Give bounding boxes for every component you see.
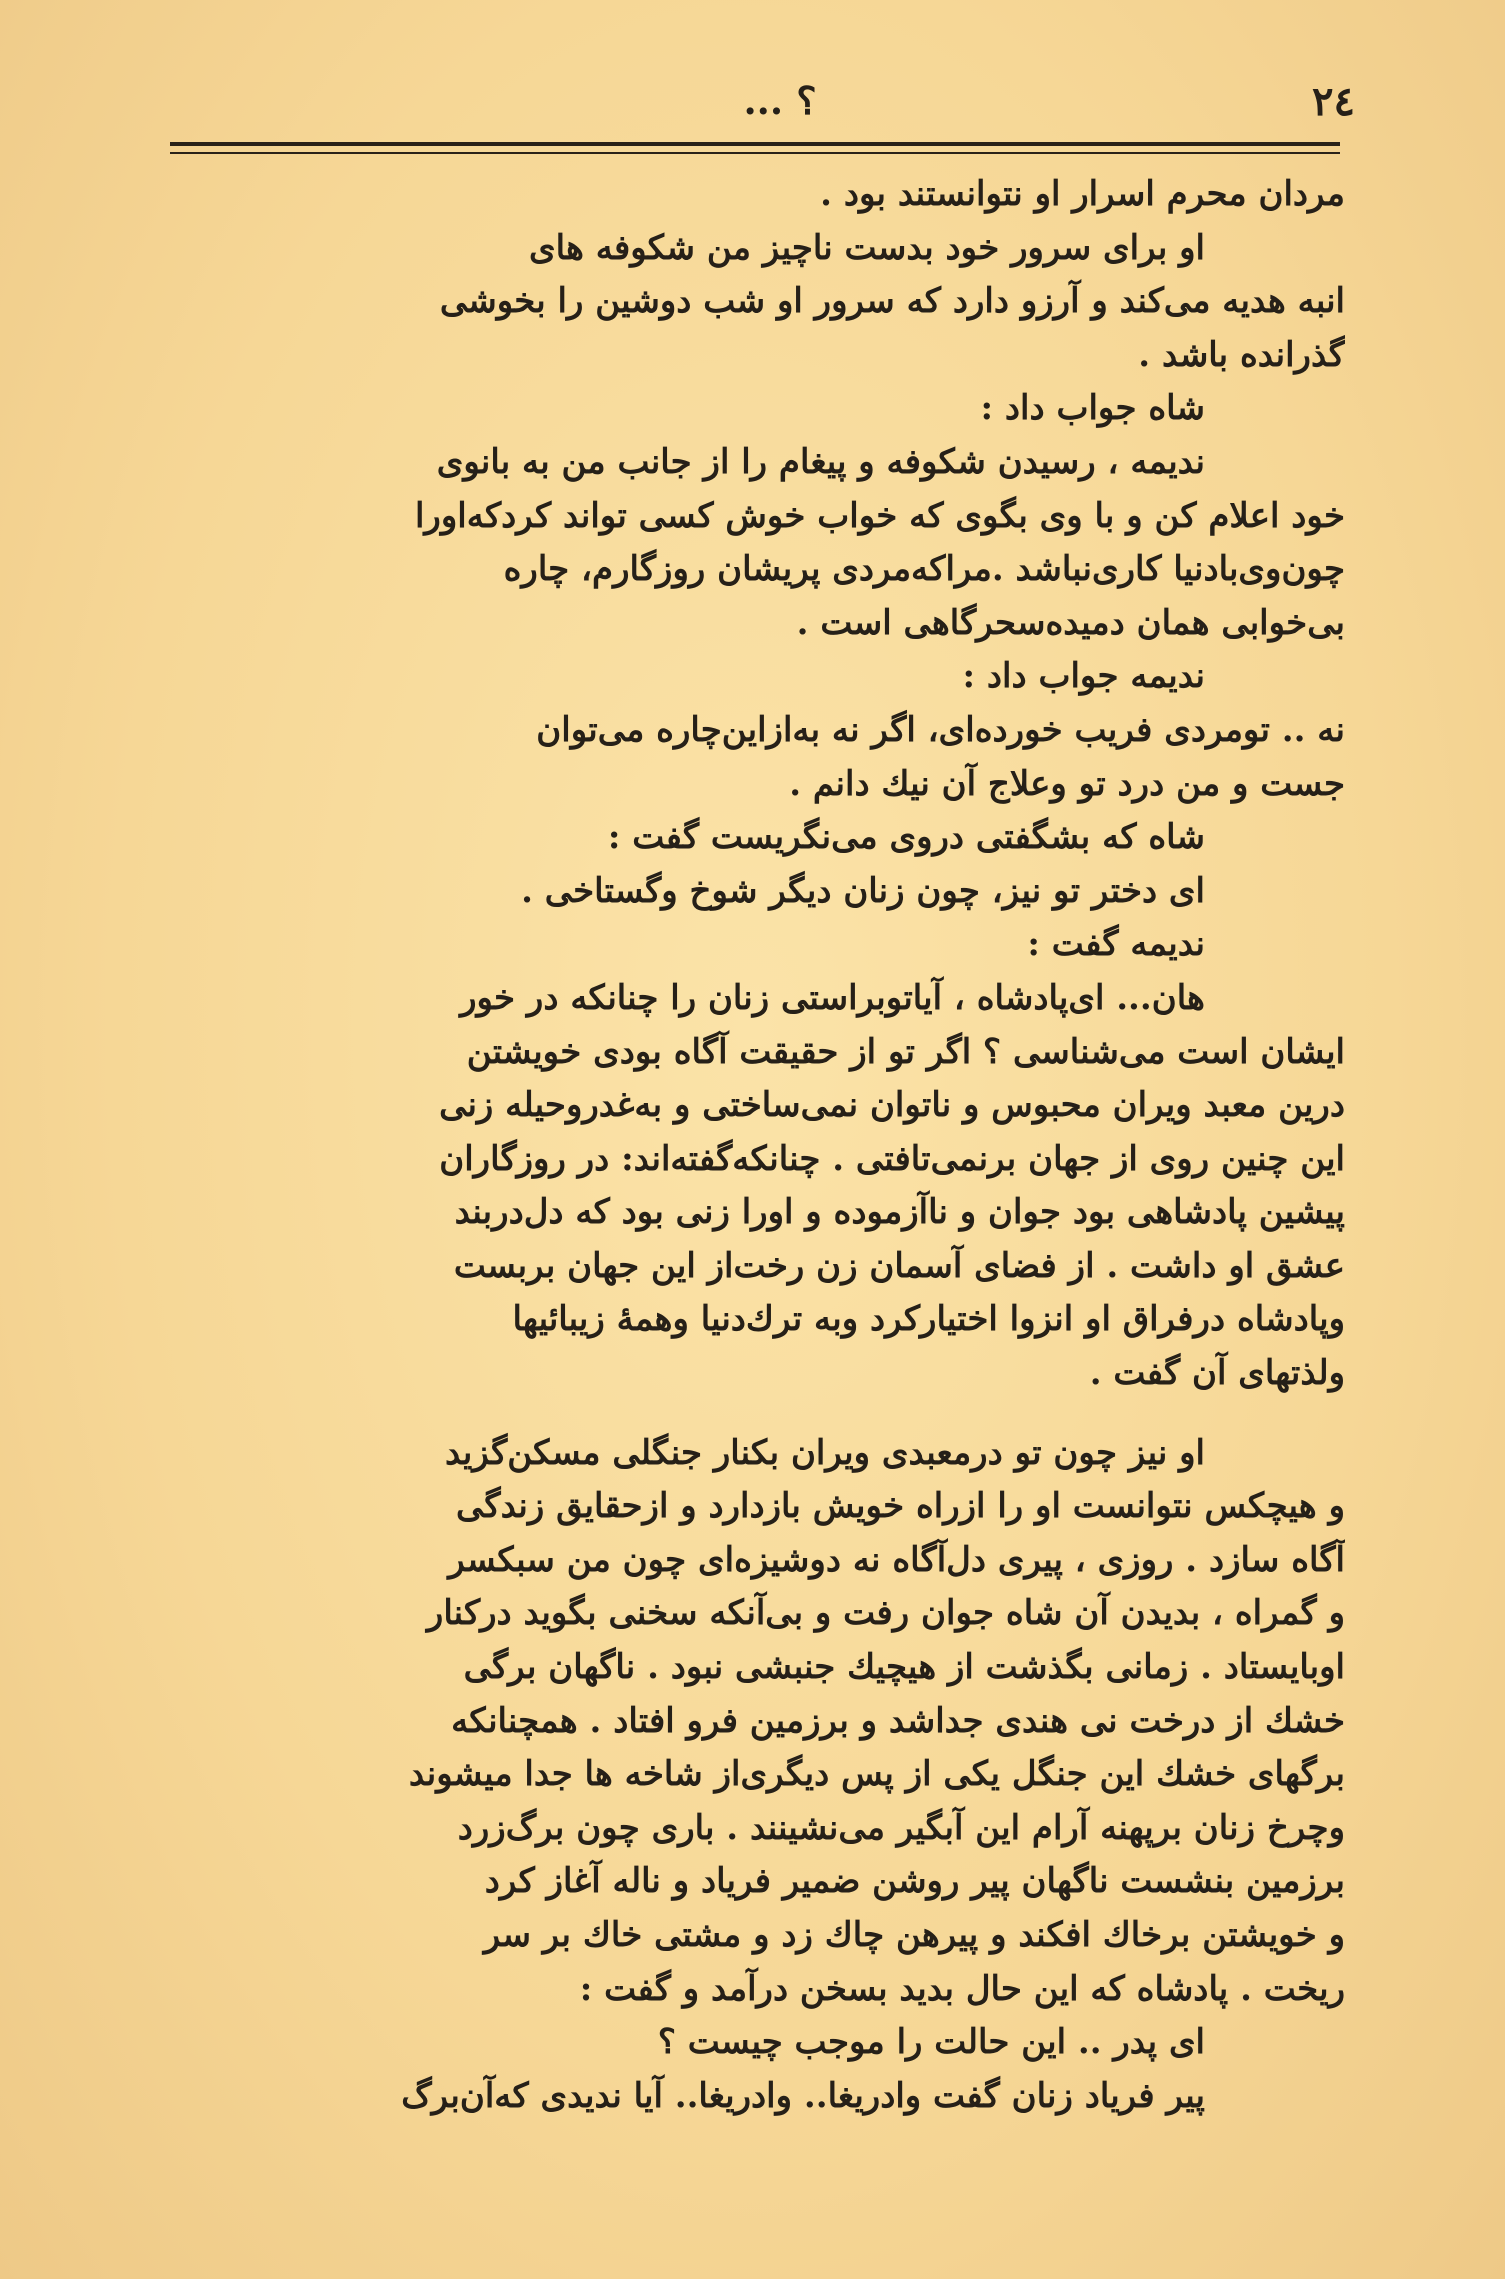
text-line: هان... ای‌پادشاه ، آیاتوبراستی زنان را چنانکه در خور xyxy=(460,977,1205,1018)
text-line: آگاه سازد . روزی ، پیری دل‌آگاه نه دوشیزه‌ای چون من سبکسر xyxy=(448,1539,1345,1580)
text-line: وچرخ زنان برپهنه آرام این آبگیر می‌نشینند . باری چون برگ‌زرد xyxy=(457,1807,1345,1848)
text-line: خشك از درخت نی هندی جداشد و برزمین فرو افتاد . همچنانکه xyxy=(451,1700,1345,1741)
text-line: پیشین پادشاهی بود جوان و ناآزموده و اورا زنی بود که دل‌دربند xyxy=(454,1192,1345,1233)
text-line: برگهای خشك این جنگل یکی از پس دیگری‌از شاخه ها جدا میشوند xyxy=(408,1754,1345,1795)
text-line: عشق او داشت . از فضای آسمان زن رخت‌از این جهان بربست xyxy=(453,1245,1345,1286)
text-line: گذرانده باشد . xyxy=(1138,334,1345,375)
text-line: بی‌خوابی همان دمیده‌سحرگاهی است . xyxy=(796,602,1345,643)
text-line: مردان محرم اسرار او نتوانستند بود . xyxy=(820,174,1345,214)
text-line: و هیچکس نتوانست او را ازراه خویش بازدارد و ازحقایق زندگی xyxy=(456,1486,1345,1527)
text-line: او برای سرور خود بدست ناچیز من شکوفه های xyxy=(529,227,1205,268)
body-text xyxy=(170,168,1345,2123)
text-line: پیر فریاد زنان گفت وادریغا.. وادریغا.. آیا ندیدی که‌آن‌برگ xyxy=(401,2075,1205,2116)
text-line: ولذتهای آن گفت . xyxy=(1089,1353,1345,1394)
text-line: برزمین بنشست ناگهان پیر روشن ضمیر فریاد و ناله آغاز کرد xyxy=(484,1861,1345,1902)
text-line: و خویشتن برخاك افکند و پیرهن چاك زد و مشتی خاك بر سر xyxy=(483,1915,1345,1955)
header-rule-thin xyxy=(170,152,1340,154)
text-line: اوبایستاد . زمانی بگذشت از هیچیك جنبشی نبود . ناگهان برگی xyxy=(463,1647,1345,1688)
text-line: این چنین روی از جهان برنمی‌تافتی . چنانکه‌گفته‌اند: در روزگاران xyxy=(439,1138,1345,1179)
text-line: چون‌وی‌بادنیا کاری‌نباشد .مراکه‌مردی پریشان روزگارم، چاره xyxy=(503,549,1345,590)
text-line: و گمراه ، بدیدن آن شاه جوان رفت و بی‌آنکه سخنی بگوید درکنار xyxy=(426,1593,1345,1634)
text-line: ندیمه ، رسیدن شکوفه و پیغام را از جانب من به بانوی xyxy=(436,441,1205,482)
text-line: انبه هدیه می‌کند و آرزو دارد که سرور او شب دوشین را بخوشی xyxy=(439,281,1345,322)
page-number: ۲٤ xyxy=(1312,78,1355,125)
text-line: ای پدر .. این حالت را موجب چیست ؟ xyxy=(657,2022,1205,2063)
text-line: ایشان است می‌شناسی ؟ اگر تو از حقیقت آگاه بودی خویشتن xyxy=(466,1031,1345,1072)
text-line: وپادشاه درفراق او انزوا اختیارکرد وبه ترك‌دنیا وهمهٔ زیبائیها xyxy=(512,1299,1345,1340)
header-rule-thick xyxy=(170,142,1340,146)
text-line: ریخت . پادشاه که این حال بدید بسخن درآمد و گفت : xyxy=(579,1968,1345,2009)
text-line: خود اعلام کن و با وی بگوی که خواب خوش کسی تواند کردکه‌اورا xyxy=(414,495,1345,536)
text-line: ندیمه گفت : xyxy=(1027,924,1205,965)
text-line: نه .. تومردی فریب خورده‌ای، اگر نه به‌ازاین‌چاره می‌توان xyxy=(536,709,1345,750)
running-head: ؟ ... xyxy=(743,78,817,123)
text-line: جست و من درد تو وعلاج آن نیك دانم . xyxy=(789,763,1345,804)
text-line: او نیز چون تو درمعبدی ویران بکنار جنگلی مسکن‌گزید xyxy=(445,1432,1205,1473)
text-line: درین معبد ویران محبوس و ناتوان نمی‌ساختی و به‌غدروحیله زنی xyxy=(439,1085,1345,1126)
text-line: شاه که بشگفتی دروی می‌نگریست گفت : xyxy=(607,817,1205,858)
text-line: ای دختر تو نیز، چون زنان دیگر شوخ وگستاخی . xyxy=(521,870,1205,911)
text-line: ندیمه جواب داد : xyxy=(962,656,1205,697)
text-line: شاه جواب داد : xyxy=(980,388,1205,429)
